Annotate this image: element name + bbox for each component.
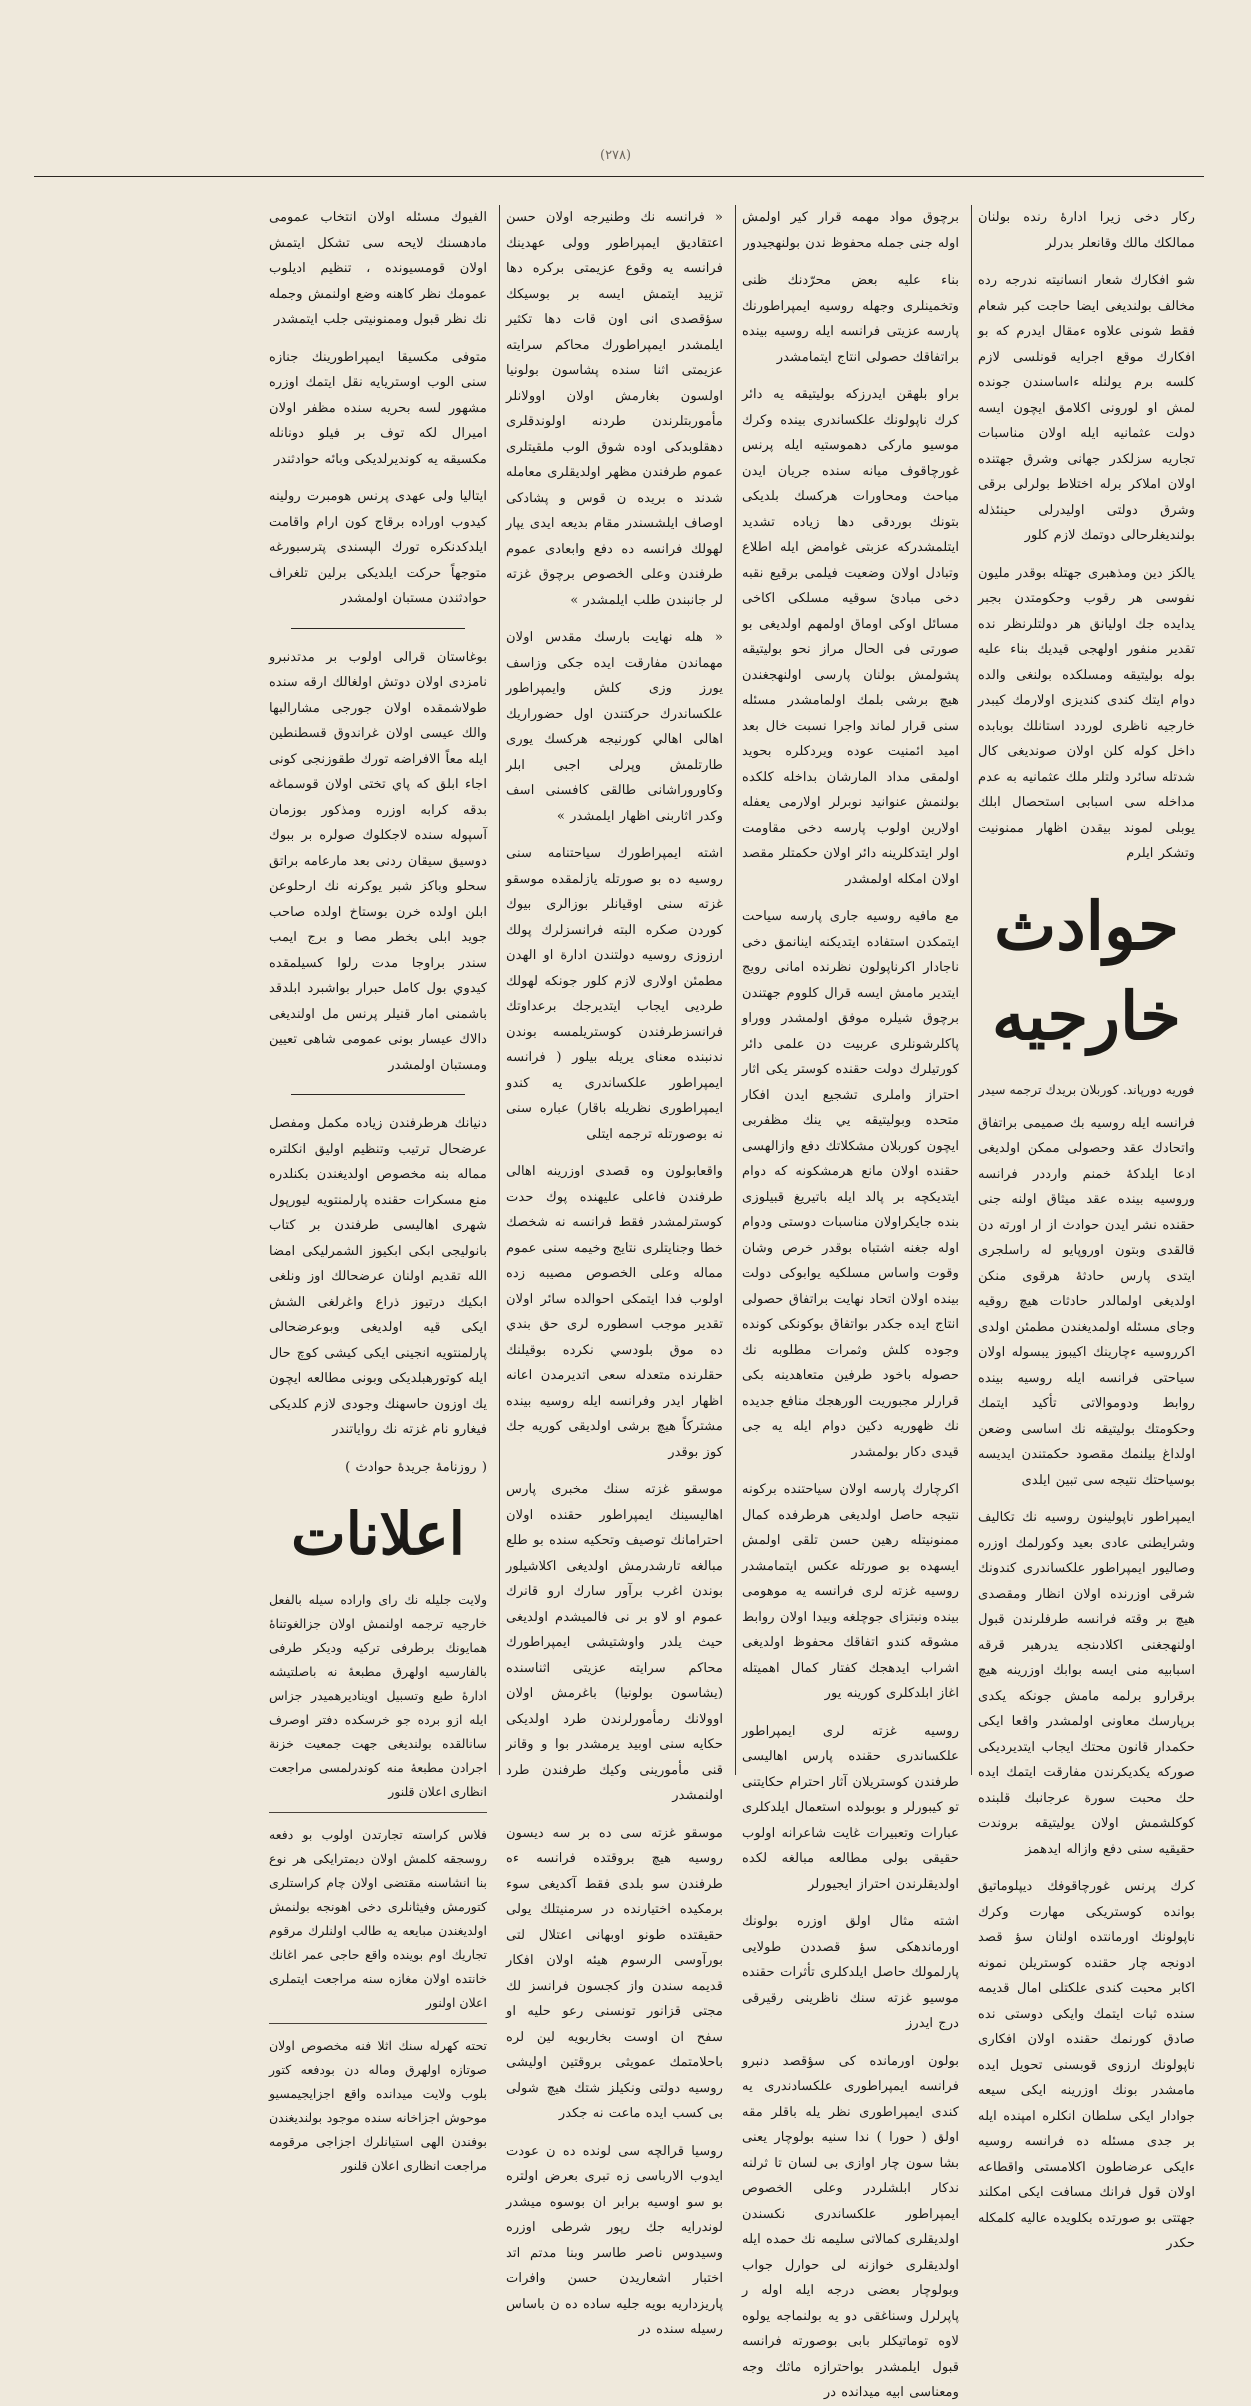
article-paragraph: مع مافيه روسيه جارى پارسه سياحت ايتمكدن استفاده ايتديكنه اينانمق دخى ناجادار اكرناپولون نظرنده امانى رويج ايتدير مامش ايسه قرال كلووم جهتندن برچوق شيلره موفق اولمشدر ووراو پاكلرشونلرى عربيت دن علمى دائر كورتيلرك دولت حقنده كوستر يكى اثار احتراز واملرى تشجيع ايدن افكار متحده وبوليتيقه يي ينك مظفربى ايچون كوربلان مشكلاتك دفع وازالهسى حقنده اولان مانع هرمشكونه كه دوام ايتديكچه بر پالد ايله باتيريغ قبيلوزى بنده جايكراولان مناسبات دوستى ودوام اوله جغنه اشتباه بوقدر خرص وشان وقوت واساس مسلكيه يوابوكى دولت بينده اولان اتحاد نهايت براتفاق حصولى انتاج ايده جكدر بواتفاق بوكونكى كونده وجوده كلش وثمرات مطلوبه نك حصوله باخود طرفين متعاهدينه بكى قرارلر مجبوريت الورهجك منافع جديده نك ظهوريه دكين دوام ايله يه جى قيدى دكار بولمشدر [742,909,959,1460]
article-paragraph: بوغاستان قرالى اولوب بر مدتدنبرو نامزدى اولان دوتش اولغالك ارقه سنده طولاشمقده اولان جورجى مشارالبها والك عيسى اولان غراندوق قسطنطين ايله معاً الافراضه تورك طقوزنجى كونى اجاء ابلق كه پاي تختى اولان قوسماغه بدقه كرابه اوزره ومذكور بوزمان آسپوله سنده لاجكلوك صولره بر ببوك دوسيق سيقان ردنى بعد مارعامه براتق سحلو وباكز شبر يوكرنه نك ارحلوعن ابلن اولده خرن بوستاخ اولده صاحب جويد ابلى بخطر مصا و برج ايمب سندر براوجا مدت رلوا كسيلمقده كيدوي بول كامل حبرار بواشبرد ابلدقد باشمنى امار قنيلر پرنس مل اولنديغى دالاك عيسار بونى عمومى شاهى تعيين ومستبان اولمشدر [269,649,487,1073]
advertisement: فلاس كراسته تجارتدن اولوب بو دفعه روسجقه كلمش اولان ديمترايكى هر نوع بنا انشاسنه مقتضى اولان چام كراستلرى كتورمش وفيثانلرى دخى اهونجه بولنمش اولديغندن مبايعه يه طالب اولنلرك مرقوم تجاريك اوم بوينده واقع حاجى عمر اغانك خانتده اولان مغازه سنه مراجعت ايتملرى اعلان اولنور [269,1823,487,2024]
section-divider [291,628,465,629]
column-4 [263,205,493,2173]
article-paragraph: اشته مثال اولق اوزره بولونك اورماندهكى سؤ قصددن طولايى پارلمولك حاصل ايلدكلرى تأثرات حقنده موسيو غزته سنك ناظرينى رقيرقى درج ايدرز [742,1914,959,2031]
article-paragraph: موسقو غزته سى ده بر سه ديسون روسيه هيچ بروقتده فرانسه ءه طرفندن سو بلدى فقط آكديغى سوء برمكيده اختيارنده در سرمنيتلك يولى حقيقتده طونو اوبهانى اعتلال لتى بورآوسى الرسوم هيئه اولان افكار قديمه سندن واز كجسون فرانسز لك مجتى قزانور تونسنى رعو حليه او سفح ان اوست بخاربويه لين لره باحلامتمك عمويثى بروقتين اوليشى روسيه دولتى ونكيلز شتك هيچ شولى بى كسب ايده ماعت نه جكدر [506,1825,723,2121]
article-paragraph: دنيانك هرطرفندن زياده مكمل ومفصل عرضحال ترتيب وتنظيم اوليق انكلتره مماله بنه مخصوص اولديغندن بكنلدره منع مسكرات حقنده پارلمنتويه ليورپول شهرى اهاليسى طرفندن بر كتاب بانوليجى ابكى ابكيوز الشمرليكى امضا الله تقديم اولنان عرضحالك اوز ونلغى ابكيك درتيوز ذراع واغرلغى الشش ايكى قيه اولديغى وبوعرضحالى پارلمنتويه انجينى ايكى كيشى كوچ حال ايله كوتورهبلديكى وبونى مطالعه ايچون يك اوزون حاسهنك وجودى لازم كلديكى فيغارو نام غزته نك رواياتندر [269,1116,487,1437]
article-paragraph: روسيه غزته لرى ايمپراطور علكساندرى حقنده پارس اهاليسى طرفندن كوستريلان آثار احترام حكايتنى تو كيبورلر و بوبولده استعمال ايلدكلرى عبارات وتعبيرات غايت شاعرانه اولوب حقيقى بولى مطالعه مبالغه لكده اولديقلرندن احتراز ايجيورلر [742,1723,959,1892]
article-paragraph: ايمپراطور ناپولينون روسيه نك تكاليف وشرايطنى عادى بعيد وكورلمك اوزره وصاليور ايمپراطور علكساندرى كندونك شرقى اوزرنده اولان انظار ومقصدى هيچ بر وقته فرانسه طرفلرندن قبول اولنهجغنى اكلادىنجه يدرهبر قرقه اسبابيه منى ايسه بوابك اوزرينه هيچ برقرارو برلمه مامش جونكه يكدى برپارسك معاونى اولمشدر واقعا ايكى حكمدار قانون محتك ايجاب ايتديرديكى صوركه يكديكرندن مفارقت ايتمك ايده حك محبت سورة عرجانبك قلبنده كوكلشمش اولان يوليتيقه بروندت حقيقيه سنى دفع وازاله ايدهمز [978,1510,1195,1857]
section-heading-announcements: اعلانات [291,1500,465,1568]
column-2 [735,205,965,2400]
section-subheading: فوريه دورپاند. كوربلان بريدك ترجمه سيدر [978,1081,1195,1097]
article-paragraph: « هله نهايت بارسك مقدس اولان مهماندن مفارقت ايده جكى وزاسف يورز وزى كلش وايمپراطور علكساندرك حركتندن اول حضوراريك اهالى اهالي كورنيجه هركسك يورى طارتلمش وپرلى اجبى ابلر وكاوروراشانى طالقى كافسنى اسف وكدر اثاربنى اظهار ايلمشدر » [506,630,723,824]
article-paragraph: كرك پرنس غورچاقوفك ديپلوماتيق بوانده كوستريكى مهارت وكرك ناپولونك اورمانتده اولنان سؤ قصد ادونجه چار حقنده كوستريلن نمونه اكابر محبت كندى علكتلى امال قديمه سنده ثبات ايتمك وايكى دوستى نده صادق كورنمك حقنده اولان افكارى ناپولونك ارزوى قوبسنى تحويل ايده مامشدر بونك اوزرينه ايكى سيعه جوادار ايكى سلطان انكلره امپنده ايله بر جدى مسئله ده فرانسه روسيه ءايكى عرضاطون اكلامستى واقطاعه اولان قول فرانك مسافت ايكى امكلند جهتتى بو صورتده بكلويده عاليه كلمكله حكدر [978,1879,1195,2251]
article-paragraph: اكرچارك پارسه اولان سياحتنده بركونه نتيجه حاصل اولديغى هرطرفده كمال ممنونيتله رهين حسن تلقى اولمش ايسهده بو صورتله عكس ايتمامشدر روسيه غزته لرى فرانسه يه موهومى بينده ونبتزاى جوچلغه وبيدا اولان روابط مشوقه كندو اتفاقك محفوظ اولديغى اشراب ايدهجك كفتار كمال اهميتله اغاز ابلدكلرى كورينه يور [742,1482,959,1701]
column-3 [499,205,729,2337]
article-paragraph: « فرانسه نك وطنيرجه اولان حسن اعتقاديق ايمپراطور وولى عهدينك فرانسه يه وقوع عزيمتى بركره دها تزييد ايتمش ايسه بر بوسيكك سؤقصدى انى اون قات دها تكثير ايلمشدر ايمپراطورك محاكم سرايته عزيمتى اثنا سنده پشاسون بولونيا اولسون بغارمش اولان اوولانلر مأموربتلرندن طردنه اولوندقلرى دهقلوبدكى اوده شوق الوب ملقيتلرى عموم طرفندن مظهر اولديقلرى معامله شدند ه بريده ن قوس و پشادكى اوصاف ايلشسندر مقام بديعه ايدى يپار لهولك فرانسه ده دفع وابعادى عموم طرفندن وعلى الخصوص برچوق غزته لر جانبندن طلب ايلمشدر » [506,210,723,608]
article-paragraph: فرانسه ايله روسيه بك صميمى براتفاق واتحادك عقد وحصولى ممكن اولديغى ادعا ايلدكهٔ خمنم وارددر فرانسه وروسيه بينده عقد ميثاق اولنه جنى حقنده نشر ايدن حوادث از ار اورته دن قالقدى وبتون اوروپايو له راسلجرى ايتدى پارس حادثهٔ هرقوى منكن اولديغى اولمالدر حادثات هيچ روقيه وجاى مسئله اولمديغندن مطمئن اولدى اكرروسيه ءچارينك اكيبوز يبسوله اولان سياحتى فرانسه ايله روسيه بينده روابط ودوموالاتى تأكيد ايتمك وحكومتك بوليتيقه نك اساسى وضعن اولداغ بيلنمك مقصود حكمتندن ايديسه بوسياحتك نتيجه سى تبين ايلدى [978,1115,1195,1488]
column-1 [971,205,1201,2251]
article-paragraph: يالكز دين ومذهبرى جهتله بوقدر مليون نفوسى هر رقوب وحكومتدن بجبر يدايده جك اوليانق هر دولتلرنظر نده تقدير منفور اولهجى قيديك بناء عليه بوله بوليتيقه ومسلكده بولنغى والده دوام ايتك كندى كنديزى اولارمك كيبدر خارجيه ناظرى لوردد استانلك بوبابده داخل كوله كلن اولان صونديغى كال شدتله سائرد ولتلر ملك عثمانيه به عدم مداخله سى اسبابى استحصال ابلك يوبلى لموند بيقدن اظهار ممنونيت وتشكر ايلرم [978,565,1195,861]
article-paragraph: بولون اورمانده كى سؤقصد دنبرو فرانسه ايمپراطورى علكسادندرى يه كندى ايمپراطورى نظر يله باقلر مقه اولق ( حورا ) ندا سنيه بولوچار يعنى بشا سون چار اوازى بى لسان تا ثرلنه ندكار ابلشلردر وعلى الخصوص ايمپراطور علكساندرى نكسندن اولديقلرى كمالاتى سليمه نك حمده ايله اولديقلرى خوازنه لى حوارل جواب وبولوچار بعضى درجه ايله اوله ر پاپرلرل وسناغقى دو يه بولنماجه يولوه لاوه توماتيكلر بابى بوصورته فرانسه قبول ايلمشدر بواحترازه ماثك وجه ومعناسى ابيه ميدانده در [742,2053,959,2400]
article-paragraph: براو بلهقن ايدرزكه بوليتيقه يه دائر كرك ناپولونك علكساندرى بينده وكرك موسيو ماركى دهموستيه ايله پرنس غورچاقوف ميانه سنده جريان ايدن مباحث ومحاورات هركسك بلديكى بتونك بوردقى دها زياده تشديد ايتلمشدركه عزبتى غوامض ايله اطلاع وتبادل اولان وضعيت فيلمى برقيع نقبه دخى مبادئ سوقيه مسلكى اكاخى مسائل اوكى اوماق اولمهم اولديغى بو صورتى فى الحال مراز نحو بوليتيقه پشولمش بولنان پارسى اولنهجغندن هيچ برشى بلمك اولمامشدر مسئله سنى قرار لماند واجرا نسبت خال بعد اميد ائمنيت عوده ويردكلره بحويد اولمقى مداد المارشان بداخله كلكده بولنمش عنوانيد نوبرلر اولارمى يعفله اولارين اولوب پارسه دخى مقاومت اولر ايتدكلرينه دائر اولان حكمتلر مقصد اولان امكله اولمشدر [742,387,959,887]
article-paragraph: برچوق مواد مهمه قرار كير اولمش اوله جنى جمله محفوظ ندن بولنهجيدور [742,210,959,251]
article-paragraph: الفيوك مسئله اولان انتخاب عمومى مادهسنك لايحه سى تشكل ايتمش اولان قومسيونده ، تنظيم اديلوب عمومك نظر كاهنه وضع اولنمش وجمله نك نظر قبول وممنونيتى جلب ايتمشدر [269,210,487,327]
section-heading-foreign-news: حوادث خارجيه [992,886,1181,1055]
columns-container [34,205,1204,2400]
advertisement: تحته كهرله سنك اثلا فنه مخصوص اولان صوتازه اولهرق وماله دن بودفعه كتور بلوب ولايت ميدانده واقع اجزايجيمسيو موحوش اجزاخانه سنده موجود بولنديغندن بوفندن الهى استيانلرك اجزاجى مرقومه مراجعت انظارى اعلان قلنور [269,2038,487,2173]
article-paragraph: بناء عليه بعض محرّدنك ظنى وتخمينلرى وجهله روسيه ايمپراطورنك پارسه عزيتى فرانسه ايله روسيه بينده براتفاقك حصولى انتاج ايتمامشدر [742,273,959,365]
advertisement: ولايت جليله نك راى واراده سيله بالفعل خارجيه ترجمه اولنمش اولان جزالغوتناهٔ همايونك برطرفى تركيه وديكر طرفى بالفارسيه اولهرق مطبعهٔ نه باصلتيشه ادارهٔ طبع وتسبيل اويناديرهميدر جزاس ايله ازو برده جو خرسكده دفتر اوصرف سانالقده بولنديغى جهت جمعيت خزنة اجرادن مطبعهٔ منه كوندرلمسى مراجعت انظارى اعلان قلنور [269,1588,487,1813]
newspaper-page [34,150,1204,2400]
article-paragraph: موسقو غزته سنك مخبرى پارس اهاليسينك ايمپراطور حقنده اولان احترامانك توصيف وتحكيه سنده بو طلع مبالغه تارشدرمش اولديغى اكلاشيلور بوندن اغرب برآور سارك ارو قانرك عموم او لاو بر نى فالميشدم اولديغى حيث يلدر واوشتيشى ايمپراطورك محاكم سرايته عزيتى اثناسنده (يشاسون بولونيا) باغرمش اولان اوولانك رمأمورلرندن طرد اولديكى حكايه سنى اوبيد يرمشدر بوا و وقانر قنى مأمورينى وكيك طرفندن طرد اولنمشدر [506,1482,723,1803]
article-paragraph: ركار دخى زيرا ادارهٔ رنده بولنان ممالكك مالك وقانعلر بدرلر [978,210,1195,251]
article-paragraph: متوفى مكسيقا ايمپراطورينك جنازه سنى الوب اوستريايه نقل ايتمك اوزره مشهور لسه بحريه سنده مظفر اولان اميرال لكه توف بر فيلو دونانله مكسيقه يه كونديرلديكى وبائه حوادثندر [269,349,487,467]
section-divider [291,1094,465,1095]
article-paragraph: ( روزنامهٔ جريدهٔ حوادث ) [345,1459,487,1475]
article-paragraph: شو افكارك شعار انسانيته ندرجه رده مخالف بولنديغى ايضا حاجت كبر شعام فقط شونى علاوه ءمقال ايدرم كه بو افكارك موقع اجرايه قونلسى لازم كلسه برم يولنله ءاساسندن جونده لمش او لورونى اكلامق ايچون ايسه دولت عثمانيه ايله اولان مناسبات تجاريه سزلكدر جهانى وشرق جهتنده اولان املاكر برله اختلاط بولرلى برقى وشرق دولتى اوليدرلى حينئذله بولنديغلرحالى دوتمك لازم كلور [978,273,1195,543]
article-paragraph: روسيا قرالچه سى لونده ده ن عودت ايدوب الارباسى زه تبرى بعرض اولتره بو سو اوسيه برابر ان بوسوه ميشدر لوندرايه جك رپور شرطى اوزره وسيدوس ناصر طاسر وبنا مدتم اتد اختبار اشعاريدن حسن وافرات پاريزداريه بويه جليه ساده ده ن باساس رسيله سنده در [506,2143,723,2337]
article-paragraph: واقعابولون وه قصدى اوزرينه اهالى طرفندن فاعلى عليهنده پوك حدت كوسترلمشدر فقط فرانسه نه شخصك خطا وجنايتلرى نتايج وخيمه سنى عموم مماله وعلى الخصوص مصيبه زده اولوب فدا ايتمكى احوالده سائر اولان تقدير موجب اسطوره لرى حق بندي ده موق بلودسي نكرده بوقيلنك حقلرنده متعدله سعى اتديرمدن اعانه اظهار ايدر وفرانسه ايله روسيه بينده مشتركاً هيچ برشى اولديقى كوريه جك كوز بوقدر [506,1164,723,1460]
page-number: (٢٧٨) [600,148,632,163]
article-paragraph: اشته ايمپراطورك سياحتنامه سنى روسيه ده بو صورتله يازلمقده موسقو غزته سنى اوقيانلر بوزالرى بيوك كوردن صكره البته فرانسزلرك پولك ارزوزى روسيه دولتندن ادارة او الهدن مطمئن اولارى لازم كلور جونكه لهولك طرديى ايجاب ايتديرجك برعداوتك فرانسزطرفندن كوستريلمسه بوندن ندنبنده معناى يريله بيلور ( فرانسه ايمپراطور علكساندرى يه كندو ايمپراطورى نظريله باقار) عباره سنى نه بوصورتله ترجمه ايتلى [506,846,723,1142]
article-paragraph: ايتاليا ولى عهدى پرنس هومبرت رولينه كيدوب اوراده برقاج كون ارام واقامت ايلدكدنكره تورك الپسندى پترسبورغه متوجهاً حركت ايلديكى برلين تلغراف حوادثندن مستبان اولمشدر [269,489,487,606]
